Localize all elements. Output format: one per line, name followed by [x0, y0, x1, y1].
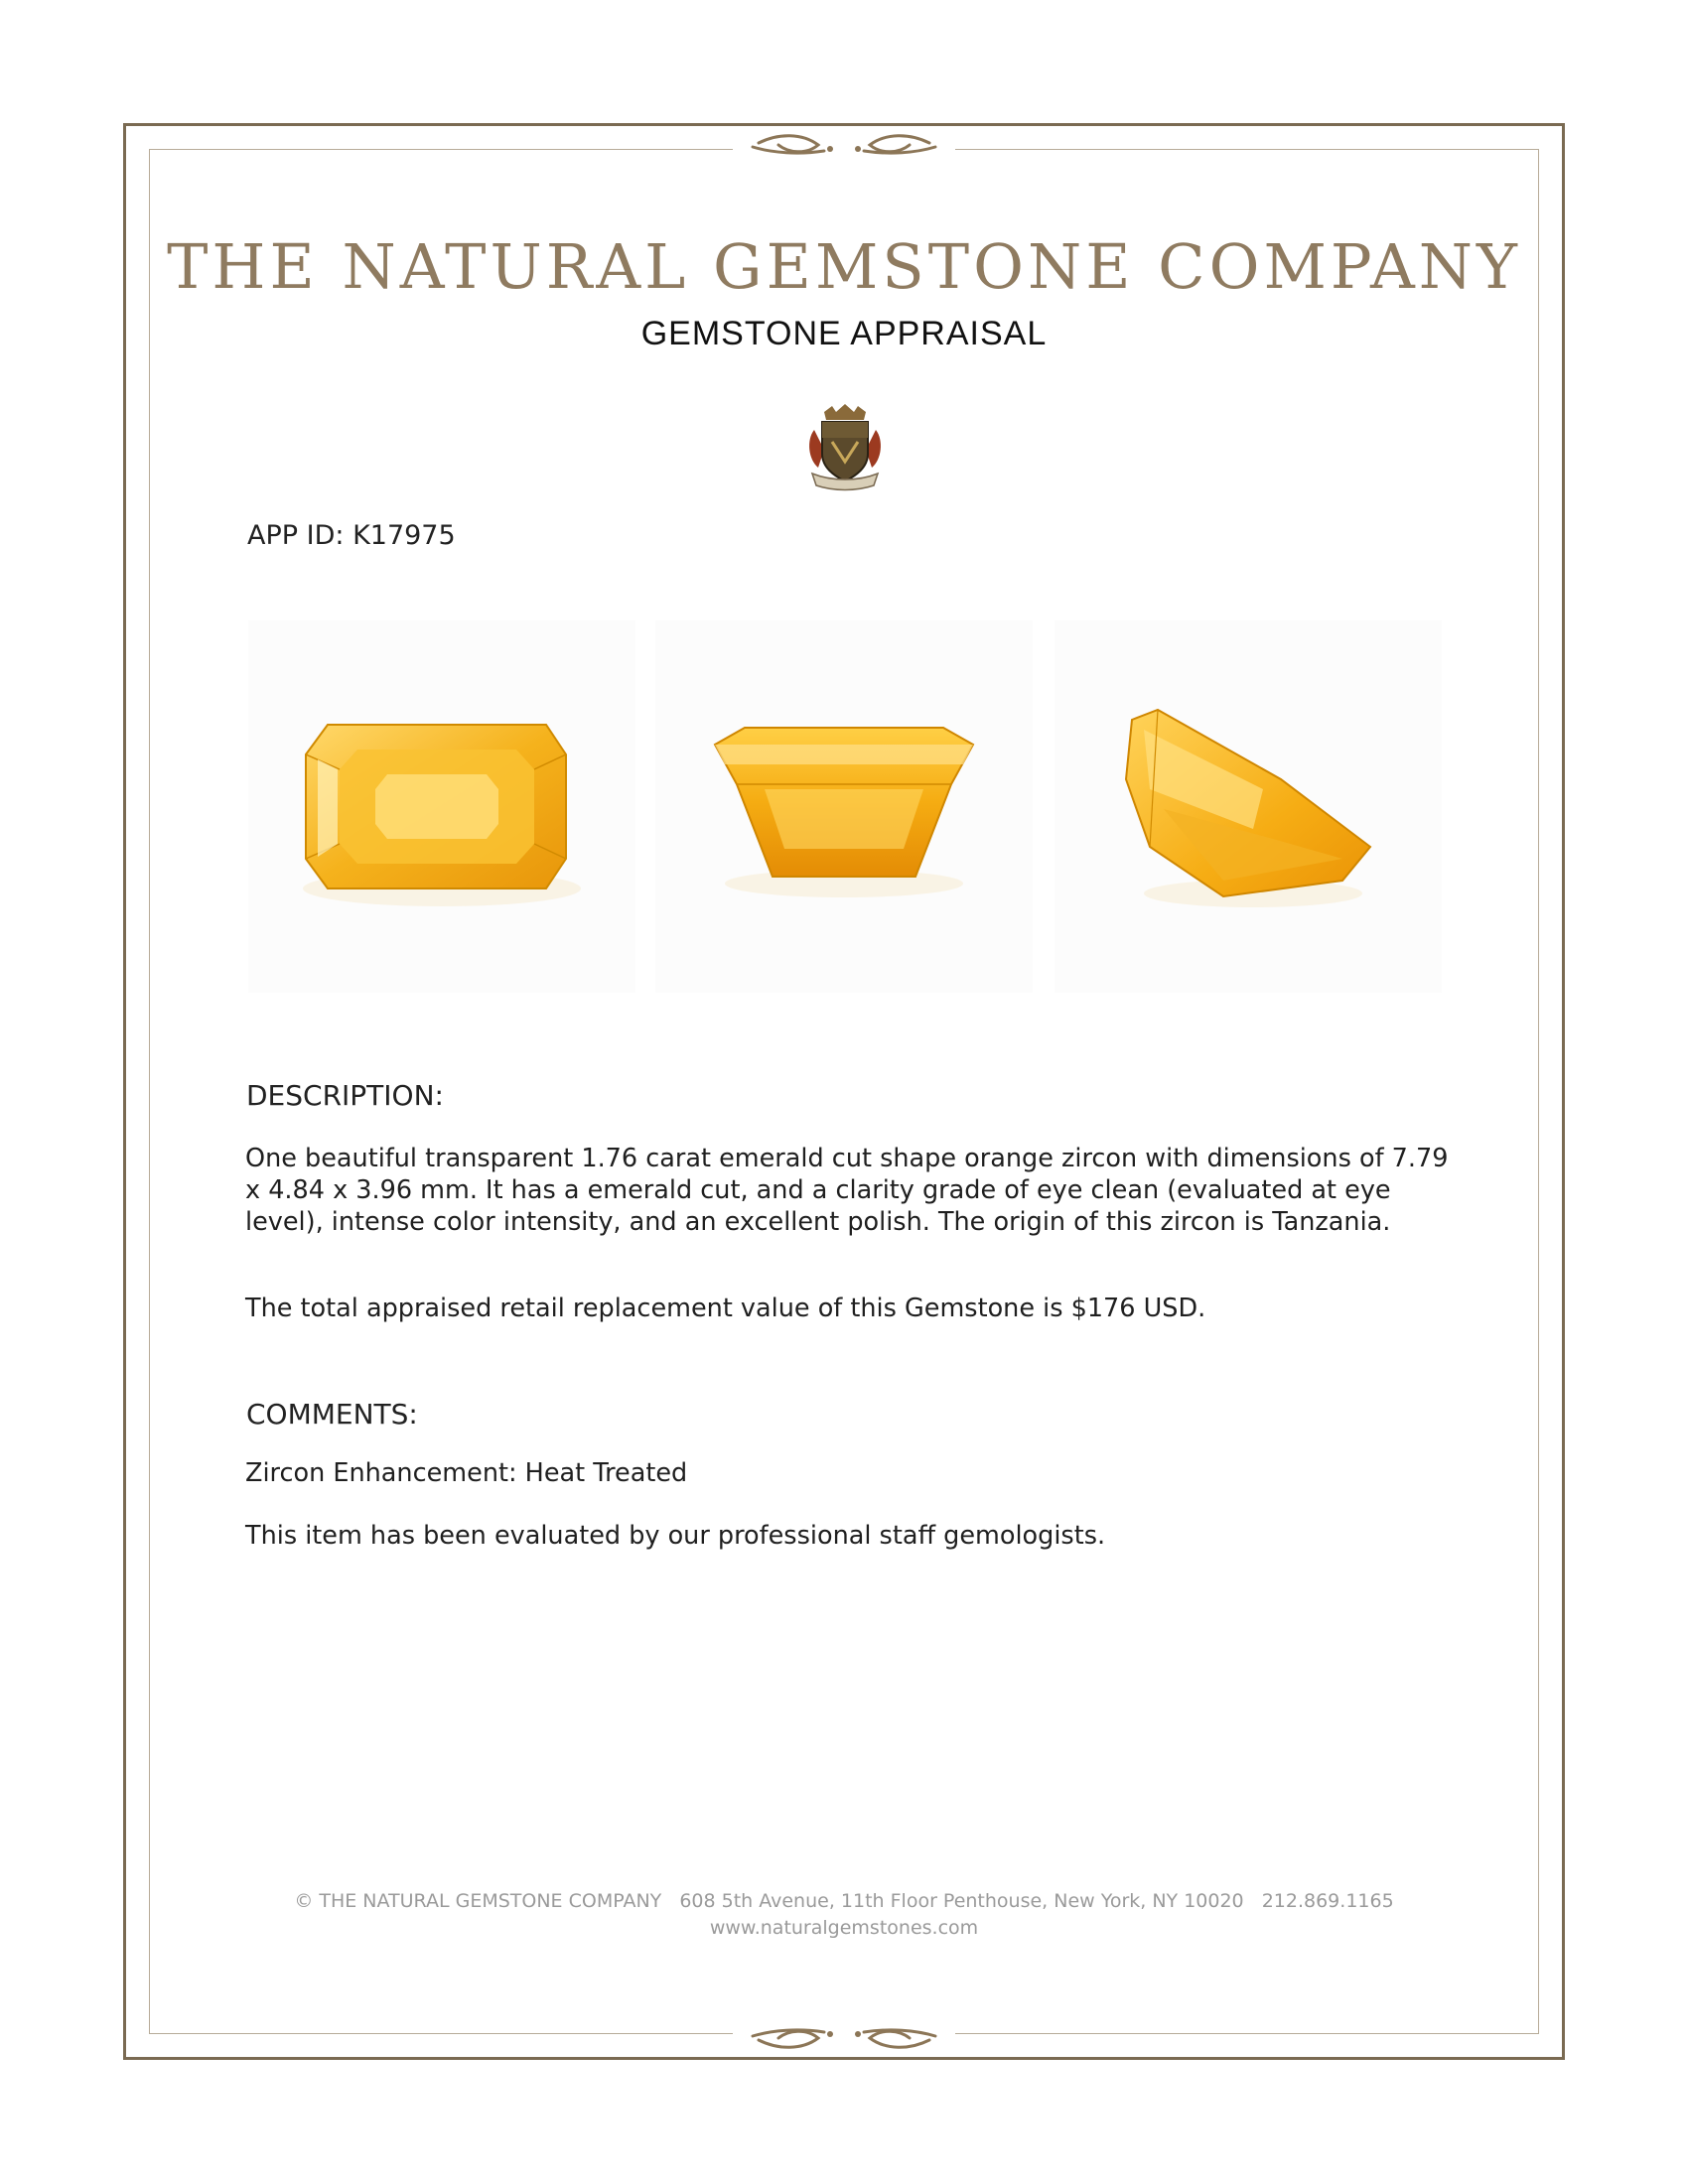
description-heading: DESCRIPTION:	[246, 1079, 444, 1112]
gemstone-side-view	[655, 620, 1033, 993]
app-id-line	[247, 520, 456, 551]
enhancement-text: Zircon Enhancement: Heat Treated	[245, 1458, 688, 1488]
evaluation-text: This item has been evaluated by our professional staff gemologists.	[245, 1521, 1106, 1551]
document-title: GEMSTONE APPRAISAL	[640, 315, 1048, 352]
top-flourish-ornament	[733, 131, 955, 167]
bottom-flourish-ornament	[733, 2016, 955, 2052]
app-id-value: K17975	[352, 520, 456, 551]
appraised-value-text: The total appraised retail replacement value of this Gemstone is $176 USD.	[245, 1294, 1206, 1323]
footer-copyright: © THE NATURAL GEMSTONE COMPANY	[294, 1890, 662, 1912]
footer-phone: 212.869.1165	[1261, 1890, 1394, 1912]
gemstone-angled-view	[1055, 620, 1442, 993]
company-crest-icon	[802, 402, 888, 493]
comments-heading: COMMENTS:	[246, 1398, 418, 1431]
company-name: THE NATURAL GEMSTONE COMPANY	[167, 230, 1521, 303]
app-id-label: APP ID:	[247, 520, 345, 551]
description-text: One beautiful transparent 1.76 carat emerald cut shape orange zircon with dimensions of 7.79 x 4.84 x 3.96 mm. It has a emerald cut, and a clarity grade of eye clean (evaluated at eye level), intense color intensity, and an excellent polish. The origin of this zircon is Tanzania.	[245, 1144, 1449, 1237]
footer-address: 608 5th Avenue, 11th Floor Penthouse, New York, NY 10020	[679, 1890, 1244, 1912]
footer-website-link[interactable]: www.naturalgemstones.com	[709, 1917, 979, 1939]
gemstone-top-view	[248, 620, 635, 993]
footer-contact-line	[0, 1890, 1688, 1912]
